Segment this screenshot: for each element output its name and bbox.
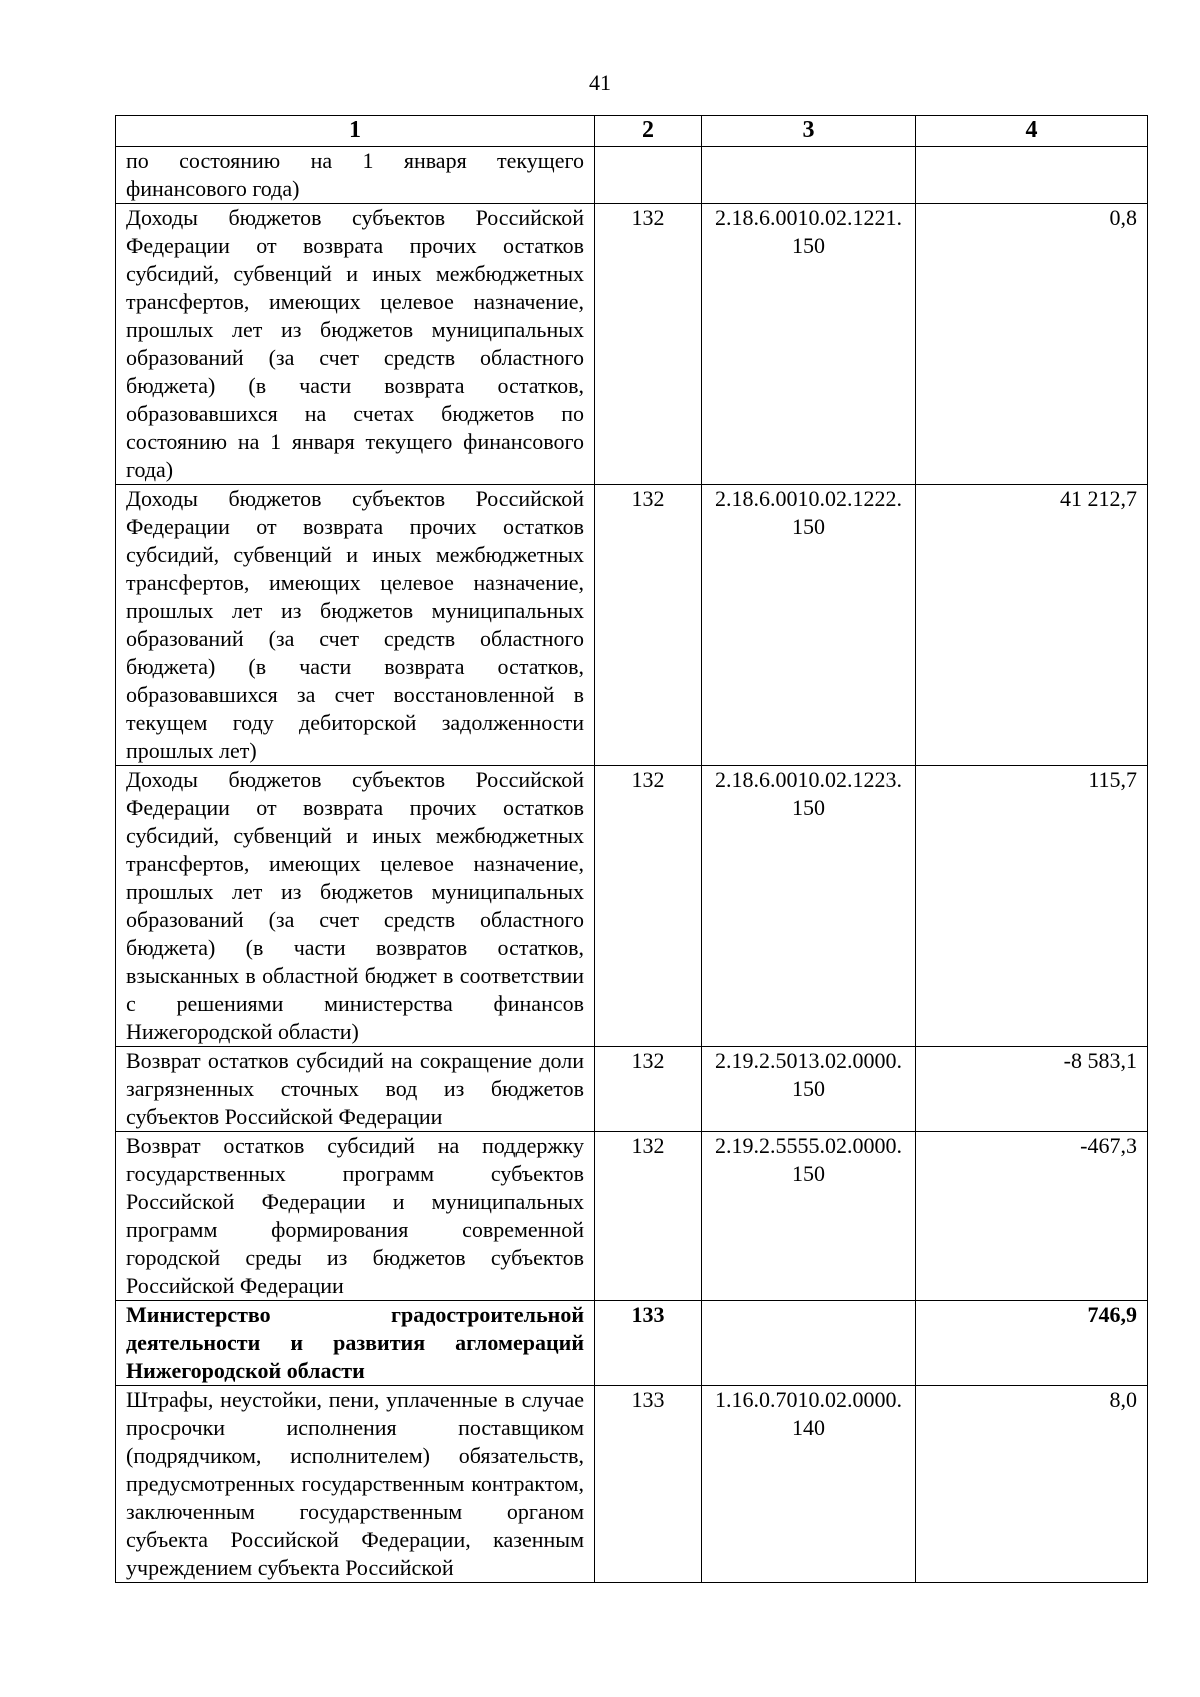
row-amount: 0,8	[916, 204, 1148, 485]
table-row	[116, 147, 1148, 204]
budget-table	[115, 115, 1148, 1583]
row-amount: -467,3	[916, 1132, 1148, 1301]
row-admin-code: 132	[595, 1132, 702, 1301]
table-row	[116, 1132, 1148, 1301]
row-description: по состоянию на 1 января текущего финансового года)	[116, 147, 595, 204]
page-number: 41	[589, 70, 611, 95]
row-description: Возврат остатков субсидий на сокращение доли загрязненных сточных вод из бюджетов субъектов Российской Федерации	[116, 1047, 595, 1132]
header-col-4: 4	[916, 116, 1148, 147]
row-admin-code: 133	[595, 1386, 702, 1583]
table-row	[116, 1386, 1148, 1583]
row-admin-code	[595, 147, 702, 204]
row-description: Штрафы, неустойки, пени, уплаченные в случае просрочки исполнения поставщиком (подрядчиком, исполнителем) обязательств, предусмотренных государственным контрактом, заключенным государственным органом субъекта Российской Федерации, казенным учреждением субъекта Российской	[116, 1386, 595, 1583]
row-amount	[916, 147, 1148, 204]
table-row	[116, 1301, 1148, 1386]
table-header-row	[116, 116, 1148, 147]
row-budget-classification-code: 2.19.2.5555.02.0000.150	[702, 1132, 916, 1301]
row-budget-classification-code: 2.18.6.0010.02.1223.150	[702, 766, 916, 1047]
row-budget-classification-code: 2.19.2.5013.02.0000.150	[702, 1047, 916, 1132]
header-col-1: 1	[116, 116, 595, 147]
row-amount: -8 583,1	[916, 1047, 1148, 1132]
row-admin-code: 132	[595, 766, 702, 1047]
row-description: Доходы бюджетов субъектов Российской Федерации от возврата прочих остатков субсидий, субвенций и иных межбюджетных трансфертов, имеющих целевое назначение, прошлых лет из бюджетов муниципальных образований (за счет средств областного бюджета) (в части возврата остатков, образовавшихся за счет восстановленной в текущем году дебиторской задолженности прошлых лет)	[116, 485, 595, 766]
row-budget-classification-code: 2.18.6.0010.02.1221.150	[702, 204, 916, 485]
row-amount: 115,7	[916, 766, 1148, 1047]
row-budget-classification-code	[702, 1301, 916, 1386]
row-amount: 746,9	[916, 1301, 1148, 1386]
row-admin-code: 132	[595, 1047, 702, 1132]
table-row	[116, 766, 1148, 1047]
table-row	[116, 204, 1148, 485]
row-budget-classification-code: 1.16.0.7010.02.0000.140	[702, 1386, 916, 1583]
table-body	[116, 147, 1148, 1583]
row-description: Доходы бюджетов субъектов Российской Федерации от возврата прочих остатков субсидий, субвенций и иных межбюджетных трансфертов, имеющих целевое назначение, прошлых лет из бюджетов муниципальных образований (за счет средств областного бюджета) (в части возвратов остатков, взысканных в областной бюджет в соответствии с решениями министерства финансов Нижегородской области)	[116, 766, 595, 1047]
row-admin-code: 133	[595, 1301, 702, 1386]
table-row	[116, 485, 1148, 766]
row-budget-classification-code: 2.18.6.0010.02.1222.150	[702, 485, 916, 766]
row-amount: 8,0	[916, 1386, 1148, 1583]
row-description: Доходы бюджетов субъектов Российской Федерации от возврата прочих остатков субсидий, субвенций и иных межбюджетных трансфертов, имеющих целевое назначение, прошлых лет из бюджетов муниципальных образований (за счет средств областного бюджета) (в части возврата остатков, образовавшихся на счетах бюджетов по состоянию на 1 января текущего финансового года)	[116, 204, 595, 485]
row-description: Возврат остатков субсидий на поддержку государственных программ субъектов Российской Федерации и муниципальных программ формирования современной городской среды из бюджетов субъектов Российской Федерации	[116, 1132, 595, 1301]
row-admin-code: 132	[595, 485, 702, 766]
row-admin-code: 132	[595, 204, 702, 485]
table-row	[116, 1047, 1148, 1132]
header-col-3: 3	[702, 116, 916, 147]
row-amount: 41 212,7	[916, 485, 1148, 766]
header-col-2: 2	[595, 116, 702, 147]
row-budget-classification-code	[702, 147, 916, 204]
row-description: Министерство градостроительной деятельности и развития агломераций Нижегородской области	[116, 1301, 595, 1386]
